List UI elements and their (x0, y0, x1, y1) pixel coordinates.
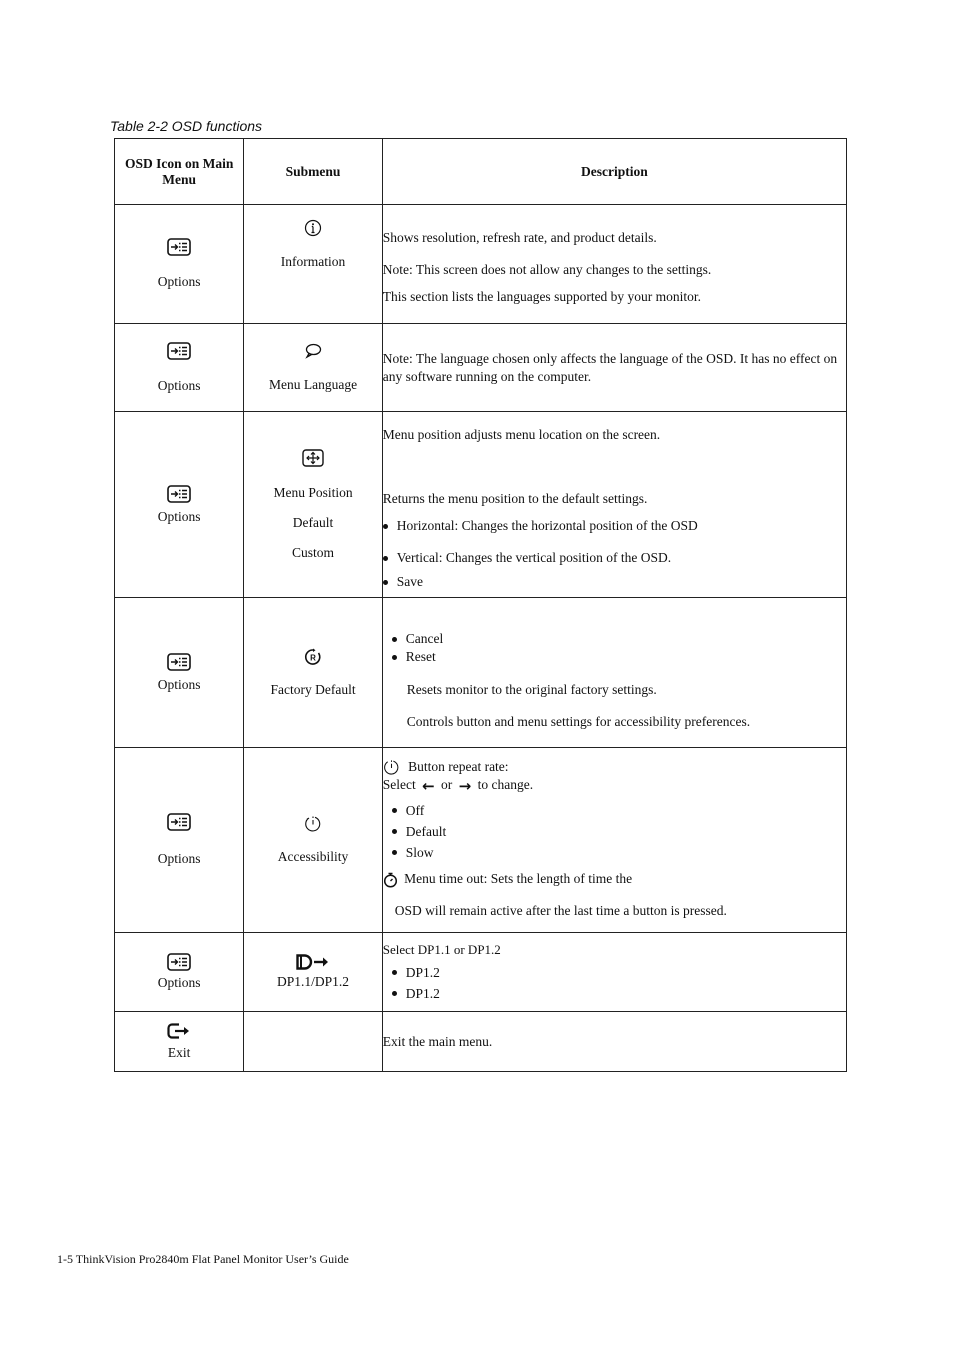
submenu-cell (244, 412, 382, 598)
header-description: Description (382, 139, 846, 205)
svg-text:R: R (310, 653, 316, 662)
osd-functions-table (114, 138, 847, 1072)
submenu-label: Factory Default (270, 681, 356, 697)
options-icon (167, 813, 191, 831)
list-item: Off (383, 800, 846, 821)
description-cell (382, 598, 846, 748)
timer-icon (304, 815, 322, 833)
table-row (115, 205, 847, 324)
bullet-icon (392, 829, 397, 834)
table-row (115, 598, 847, 748)
description-text: Menu position adjusts menu location on the screen. (382, 427, 661, 442)
main-menu-label: Options (157, 377, 201, 393)
options-icon (167, 953, 191, 971)
submenu-option-custom: Custom (292, 544, 335, 560)
button-repeat-rate: Button repeat rate: (383, 758, 846, 776)
main-menu-cell (115, 412, 244, 598)
reset-icon (304, 648, 322, 666)
menu-time-out-cont: OSD will remain active after the last time a button is pressed. (394, 903, 727, 919)
list-item: Horizontal: Changes the horizontal position of the OSD (383, 517, 846, 535)
table-row (115, 748, 847, 933)
submenu-cell (244, 598, 382, 748)
list-item: Cancel (383, 630, 846, 648)
page-footer: 1-5 ThinkVision Pro2840m Flat Panel Monitor User’s Guide (57, 1252, 349, 1266)
submenu-cell (244, 1012, 382, 1072)
bullet-icon (392, 655, 397, 660)
left-arrow-icon: ← (422, 777, 435, 796)
exit-icon (167, 1022, 191, 1040)
options-icon (167, 653, 191, 671)
info-icon (304, 219, 322, 237)
main-menu-label: Exit (167, 1045, 191, 1060)
options-icon (167, 485, 191, 503)
displayport-arrow-icon (296, 954, 330, 970)
description-cell (382, 412, 846, 598)
main-menu-cell (115, 324, 244, 412)
description-text: Select DP1.1 or DP1.2 (382, 941, 501, 957)
list-item: Vertical: Changes the vertical position of the OSD. (383, 549, 846, 567)
description-text: Returns the menu position to the default settings. (382, 491, 648, 506)
bullet-icon (392, 970, 397, 975)
list-item: DP1.2 (383, 983, 846, 1004)
timer-icon (383, 759, 400, 776)
submenu-label: Information (280, 254, 346, 269)
submenu-label: Accessibility (277, 849, 349, 864)
list-item: Default (383, 821, 846, 842)
table-row (115, 412, 847, 598)
bullet-icon (383, 556, 388, 561)
submenu-label: Menu Language (268, 376, 358, 392)
move-arrows-icon (302, 449, 324, 467)
submenu-label: DP1.1/DP1.2 (277, 974, 350, 989)
bullet-icon (383, 524, 388, 529)
description-text: This section lists the languages supported by your monitor. (382, 289, 702, 304)
bullet-icon (383, 580, 388, 585)
description-text: Controls button and menu settings for accessibility preferences. (406, 714, 751, 729)
menu-time-out: Menu time out: Sets the length of time the (383, 870, 846, 888)
main-menu-label: Options (157, 676, 201, 692)
speech-bubble-icon (304, 343, 322, 359)
main-menu-cell (115, 598, 244, 748)
description-note: Note: The language chosen only affects the language of the OSD. It has no effect on any software running on the computer. (382, 350, 838, 384)
list-item: Slow (383, 842, 846, 863)
table-caption: Table 2-2 OSD functions (110, 118, 263, 134)
description-text: Exit the main menu. (382, 1033, 493, 1049)
description-cell (382, 205, 846, 324)
options-icon (167, 342, 191, 360)
bullet-icon (392, 808, 397, 813)
options-icon (167, 238, 191, 256)
bullet-icon (392, 637, 397, 642)
submenu-option-default: Default (292, 514, 334, 530)
table-row (115, 933, 847, 1012)
main-menu-label: Options (157, 975, 201, 990)
list-item: Save (383, 573, 846, 591)
main-menu-label: Options (157, 851, 201, 866)
table-row (115, 324, 847, 412)
header-osd-icon: OSD Icon on Main Menu (115, 139, 244, 205)
table-row (115, 1012, 847, 1072)
submenu-cell (244, 205, 382, 324)
main-menu-cell (115, 205, 244, 324)
submenu-cell (244, 933, 382, 1012)
submenu-cell (244, 324, 382, 412)
submenu-cell (244, 748, 382, 933)
main-menu-cell (115, 1012, 244, 1072)
list-item: Reset (383, 648, 846, 666)
stopwatch-icon (383, 872, 398, 888)
header-row (115, 139, 847, 205)
main-menu-label: Options (157, 274, 201, 289)
bullet-icon (392, 991, 397, 996)
main-menu-label: Options (157, 508, 201, 524)
description-text: Shows resolution, refresh rate, and product details. (382, 230, 657, 245)
main-menu-cell (115, 933, 244, 1012)
description-cell (382, 933, 846, 1012)
description-cell (382, 324, 846, 412)
description-note: Note: This screen does not allow any changes to the settings. (382, 262, 712, 277)
main-menu-cell (115, 748, 244, 933)
description-cell (382, 1012, 846, 1072)
submenu-label: Menu Position (273, 484, 353, 500)
header-submenu: Submenu (244, 139, 382, 205)
bullet-icon (392, 850, 397, 855)
description-cell (382, 748, 846, 933)
select-instruction: Select ← or → to change. (382, 777, 534, 796)
list-item: DP1.2 (383, 962, 846, 983)
description-text: Resets monitor to the original factory settings. (406, 682, 657, 697)
right-arrow-icon: → (458, 777, 472, 796)
